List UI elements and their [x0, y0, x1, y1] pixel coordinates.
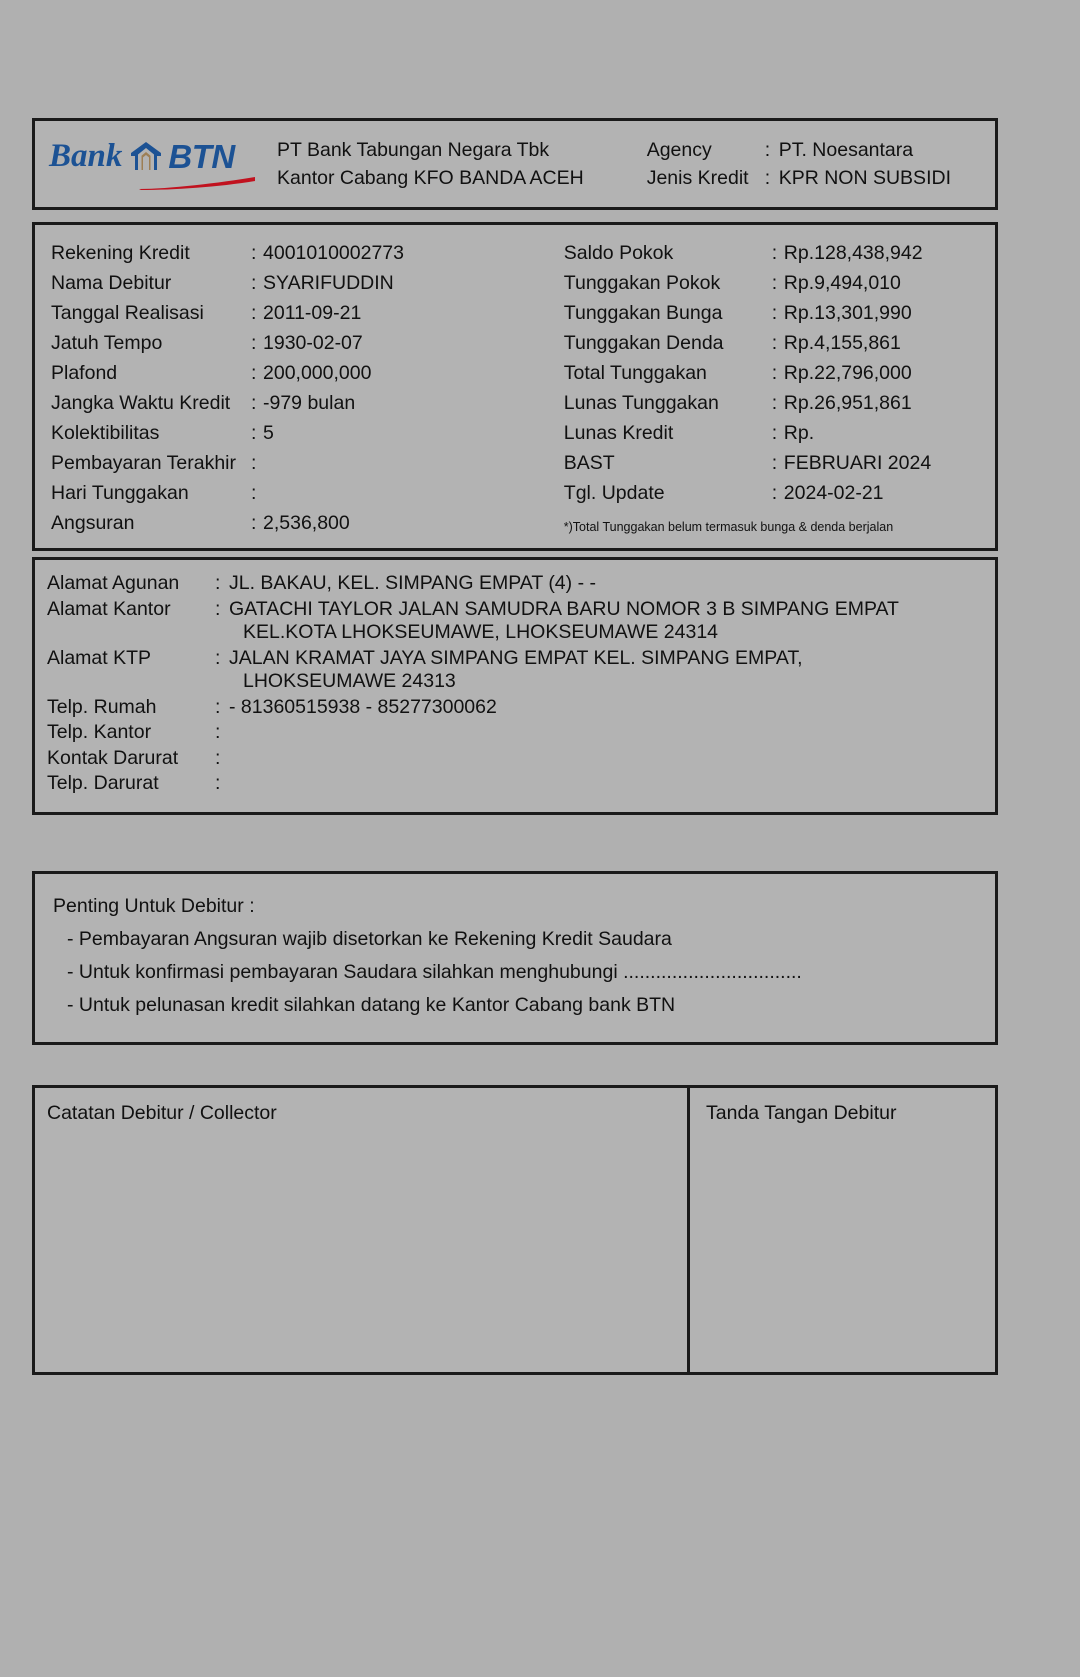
field-label: Alamat Kantor: [47, 597, 171, 620]
field-label: Kontak Darurat: [47, 746, 179, 769]
btn-logo: [49, 133, 261, 195]
field-colon: :: [215, 572, 221, 594]
field-value: Rp.22,796,000: [783, 362, 912, 384]
field-colon: :: [251, 512, 257, 534]
field-jangka-waktu-kredit: [51, 388, 552, 418]
field-value: Rp.128,438,942: [783, 242, 923, 264]
debtor-signature-box[interactable]: [687, 1085, 998, 1375]
jenis-kredit-colon: :: [764, 167, 771, 189]
field-value: [229, 598, 995, 645]
field-colon: :: [251, 362, 257, 384]
bank-org-line2: Kantor Cabang KFO BANDA ACEH: [277, 167, 584, 189]
field-label: Jangka Waktu Kredit: [51, 392, 231, 414]
field-value: 2024-02-21: [783, 482, 884, 504]
field-colon: :: [771, 242, 778, 264]
field-value-line2: KEL.KOTA LHOKSEUMAWE, LHOKSEUMAWE 24314: [243, 621, 719, 643]
field-alamat-ktp: [35, 647, 995, 694]
agency-label: Agency: [646, 139, 712, 161]
signature-section: [32, 1085, 998, 1375]
field-label: Tanggal Realisasi: [51, 302, 204, 324]
field-value: SYARIFUDDIN: [263, 272, 394, 294]
field-value: JL. BAKAU, KEL. SIMPANG EMPAT (4) - -: [229, 572, 596, 594]
field-value: 4001010002773: [263, 242, 404, 264]
field-colon: :: [215, 746, 221, 769]
field-hari-tunggakan: [51, 478, 552, 508]
field-colon: :: [251, 302, 257, 324]
swoosh-icon: [139, 177, 255, 190]
field-tunggakan-denda: [564, 328, 995, 358]
field-label: Lunas Tunggakan: [563, 392, 719, 414]
field-colon: :: [215, 721, 221, 743]
field-colon: :: [251, 482, 257, 504]
debtor-notice-panel: [32, 871, 998, 1045]
field-label: Alamat KTP: [47, 646, 152, 669]
header-meta: [647, 136, 951, 192]
field-label: Tunggakan Denda: [563, 332, 724, 354]
field-colon: :: [771, 362, 778, 384]
field-bast: [564, 448, 995, 478]
field-lunas-kredit: [564, 418, 995, 448]
field-value: [229, 747, 995, 771]
notice-item: - Untuk pelunasan kredit silahkan datang ke Kantor Cabang bank BTN: [67, 993, 676, 1016]
field-label: Hari Tunggakan: [51, 482, 189, 504]
notice-title: Penting Untuk Debitur :: [53, 894, 255, 917]
document-header: [32, 118, 998, 210]
debtor-signature-label: Tanda Tangan Debitur: [706, 1101, 897, 1124]
logo-btn-text: BTN: [168, 137, 235, 175]
jenis-kredit-value: KPR NON SUBSIDI: [778, 167, 951, 189]
address-panel: [32, 557, 998, 815]
field-alamat-kantor: [35, 598, 995, 645]
header-meta-row-agency: [647, 136, 951, 164]
field-value: [263, 448, 552, 478]
field-colon: :: [251, 272, 257, 294]
field-value-line1: GATACHI TAYLOR JALAN SAMUDRA BARU NOMOR 3 B SIMPANG EMPAT: [229, 597, 899, 620]
field-total-tunggakan: [564, 358, 995, 388]
field-label: Saldo Pokok: [563, 242, 674, 264]
debtor-notes-label: Catatan Debitur / Collector: [47, 1101, 277, 1124]
house-icon: [129, 139, 163, 173]
field-value: -979 bulan: [263, 392, 356, 414]
debtor-notes-box[interactable]: [32, 1085, 690, 1375]
field-tunggakan-pokok: [564, 268, 995, 298]
field-nama-debitur: [51, 268, 552, 298]
field-label: Jatuh Tempo: [51, 332, 163, 354]
field-label: BAST: [563, 452, 615, 474]
field-colon: :: [771, 482, 778, 504]
field-colon: :: [251, 332, 257, 354]
field-value: Rp.: [783, 422, 815, 444]
field-tanggal-realisasi: [51, 298, 552, 328]
field-alamat-agunan: [35, 572, 995, 596]
field-colon: :: [771, 302, 778, 324]
field-rekening-kredit: [51, 238, 552, 268]
tunggakan-footnote: *)Total Tunggakan belum termasuk bunga & denda berjalan: [563, 520, 894, 534]
field-colon: :: [771, 422, 778, 444]
field-colon: :: [251, 392, 257, 414]
field-colon: :: [251, 242, 257, 264]
field-value: - 81360515938 - 85277300062: [229, 695, 497, 718]
field-label: Lunas Kredit: [563, 422, 674, 444]
field-label: Rekening Kredit: [51, 242, 190, 264]
field-colon: :: [251, 422, 257, 444]
field-value: [229, 721, 995, 745]
field-value: [229, 647, 995, 694]
field-label: Tunggakan Bunga: [563, 302, 723, 324]
field-colon: :: [771, 392, 778, 414]
field-telp-darurat: [35, 772, 995, 796]
field-telp-rumah: [35, 696, 995, 720]
field-kontak-darurat: [35, 747, 995, 771]
field-value-line2: LHOKSEUMAWE 24313: [243, 670, 456, 692]
field-colon: :: [215, 597, 221, 620]
field-telp-kantor: [35, 721, 995, 745]
field-value: Rp.4,155,861: [783, 332, 901, 354]
field-colon: :: [771, 332, 778, 354]
field-value: 5: [263, 422, 274, 444]
header-meta-row-jenis-kredit: [647, 164, 951, 192]
field-label: Total Tunggakan: [563, 362, 707, 384]
field-label: Telp. Rumah: [47, 695, 157, 718]
bank-org-line1: PT Bank Tabungan Negara Tbk: [277, 139, 550, 161]
field-colon: :: [215, 646, 221, 669]
field-label: Nama Debitur: [51, 272, 172, 294]
agency-colon: :: [764, 139, 771, 161]
field-colon: :: [215, 772, 221, 794]
field-value: 2,536,800: [263, 512, 350, 534]
field-colon: :: [215, 695, 221, 718]
field-angsuran: [51, 508, 552, 538]
field-tunggakan-bunga: [564, 298, 995, 328]
field-label: Alamat Agunan: [47, 572, 180, 594]
field-label: Telp. Kantor: [47, 721, 152, 743]
field-saldo-pokok: [564, 238, 995, 268]
field-label: Telp. Darurat: [47, 772, 159, 794]
field-plafond: [51, 358, 552, 388]
field-value: 1930-02-07: [263, 332, 363, 354]
field-value: Rp.9,494,010: [783, 272, 901, 294]
notice-item: - Untuk konfirmasi pembayaran Saudara silahkan menghubungi .................................: [67, 960, 802, 983]
field-label: Tunggakan Pokok: [563, 272, 721, 294]
field-value: 2011-09-21: [263, 302, 362, 324]
credit-info-left-column: [35, 238, 552, 538]
bank-org-name: [277, 136, 584, 192]
field-label: Tgl. Update: [563, 482, 665, 504]
agency-value: PT. Noesantara: [778, 139, 914, 161]
field-label: Pembayaran Terakhir: [51, 452, 236, 474]
credit-info-panel: [32, 222, 998, 551]
field-kolektibilitas: [51, 418, 552, 448]
field-value: Rp.13,301,990: [783, 302, 912, 324]
field-value: [229, 772, 995, 796]
field-value-line1: JALAN KRAMAT JAYA SIMPANG EMPAT KEL. SIMPANG EMPAT,: [229, 646, 803, 669]
credit-info-right-column: [552, 238, 995, 538]
field-lunas-tunggakan: [564, 388, 995, 418]
field-label: Plafond: [51, 362, 118, 384]
field-jatuh-tempo: [51, 328, 552, 358]
field-label: Angsuran: [51, 512, 135, 534]
field-label: Kolektibilitas: [51, 422, 160, 444]
field-tgl-update: [564, 478, 995, 508]
field-pembayaran-terakhir: [51, 448, 552, 478]
field-colon: :: [771, 452, 778, 474]
notice-item: - Pembayaran Angsuran wajib disetorkan ke Rekening Kredit Saudara: [67, 927, 672, 950]
field-value: 200,000,000: [263, 362, 372, 384]
jenis-kredit-label: Jenis Kredit: [646, 167, 749, 189]
field-value: FEBRUARI 2024: [783, 452, 932, 474]
field-colon: :: [251, 452, 257, 474]
logo-bank-text: Bank: [49, 137, 123, 174]
field-value: [263, 478, 552, 508]
field-colon: :: [771, 272, 778, 294]
field-value: Rp.26,951,861: [783, 392, 912, 414]
credit-statement-sheet: [32, 118, 998, 1375]
